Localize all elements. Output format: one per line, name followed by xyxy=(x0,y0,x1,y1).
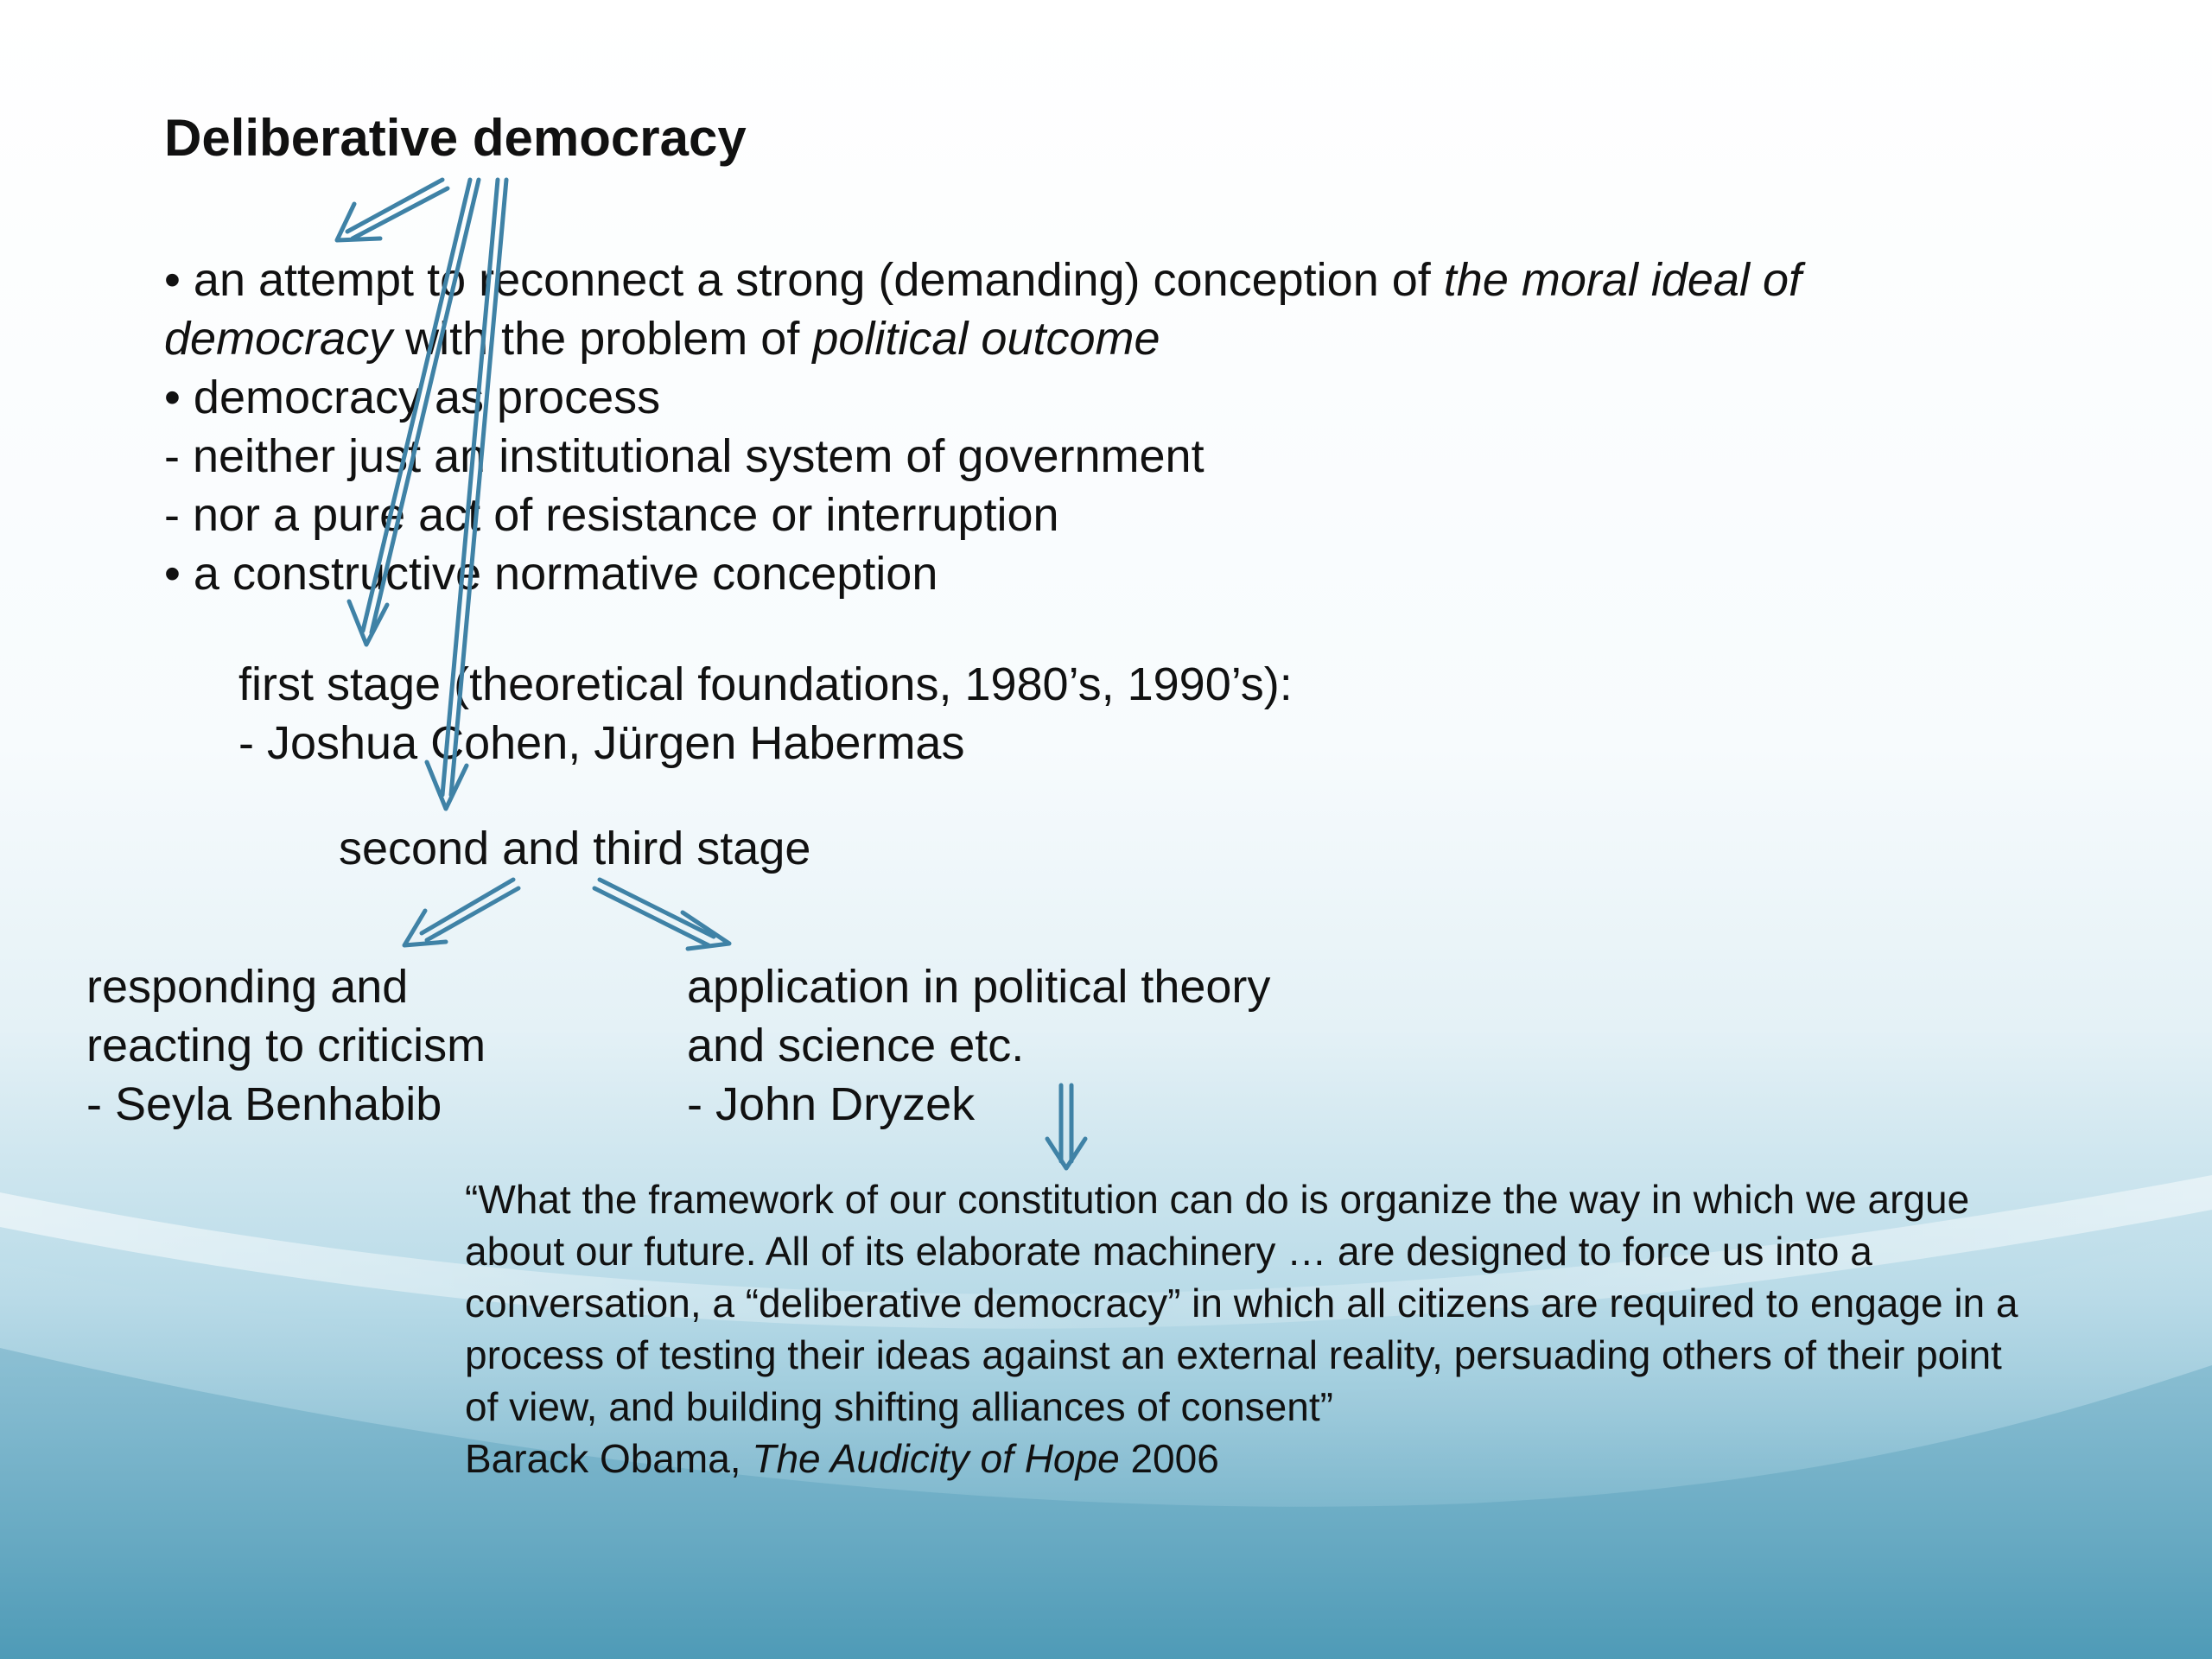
point-constructive: • a constructive normative conception xyxy=(164,548,938,600)
left-branch-author: - Seyla Benhabib xyxy=(86,1078,442,1130)
second-third-stage: second and third stage xyxy=(339,823,811,874)
left-branch-line1: responding and xyxy=(86,961,409,1013)
quote-line: “What the framework of our constitution can do is organize the way in which we argue xyxy=(465,1177,1970,1222)
obama-quote xyxy=(465,1173,2018,1484)
quote-line: of view, and building shifting alliances of consent” xyxy=(465,1384,1333,1429)
left-branch xyxy=(86,957,486,1134)
quote-attribution: Barack Obama, The Audicity of Hope 2006 xyxy=(465,1436,1219,1481)
right-branch-line2: and science etc. xyxy=(687,1020,1025,1071)
point-nor: - nor a pure act of resistance or interruption xyxy=(164,489,1059,541)
point-reconnect-continued: democracy with the problem of political outcome xyxy=(164,313,1160,365)
slide-title: Deliberative democracy xyxy=(164,109,747,167)
right-branch-line1: application in political theory xyxy=(687,961,1271,1013)
right-branch-author: - John Dryzek xyxy=(687,1078,976,1130)
quote-line: process of testing their ideas against an external reality, persuading others of their point xyxy=(465,1332,2002,1377)
quote-line: about our future. All of its elaborate machinery … are designed to force us into a xyxy=(465,1229,1872,1274)
point-neither: - neither just an institutional system of government xyxy=(164,430,1205,482)
point-process: • democracy as process xyxy=(164,372,661,423)
first-stage-heading: first stage (theoretical foundations, 1980’s, 1990’s): xyxy=(238,658,1293,710)
quote-line: conversation, a “deliberative democracy” in which all citizens are required to engage in a xyxy=(465,1281,2018,1325)
left-branch-line2: reacting to criticism xyxy=(86,1020,486,1071)
first-stage xyxy=(238,655,1293,772)
point-reconnect: • an attempt to reconnect a strong (demanding) conception of the moral ideal of xyxy=(164,254,1802,306)
first-stage-authors: - Joshua Cohen, Jürgen Habermas xyxy=(238,717,965,769)
main-points xyxy=(164,251,1802,603)
right-branch xyxy=(687,957,1270,1134)
